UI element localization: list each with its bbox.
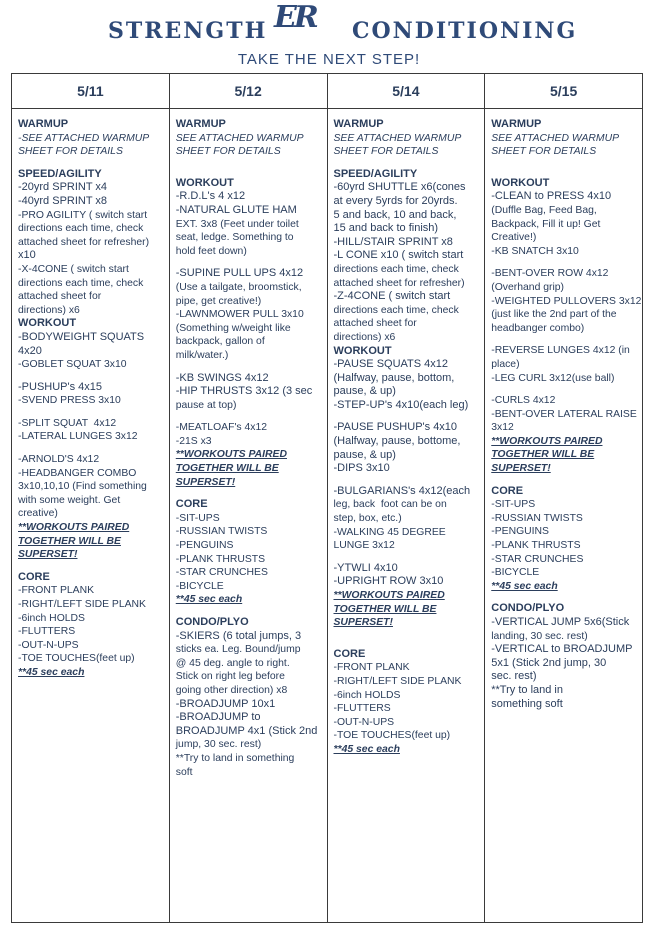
exercise-line: SHEET FOR DETAILS	[175, 146, 281, 158]
exercise-line: -HEADBANGER COMBO	[18, 467, 137, 479]
note-text: TOGETHER WILL BE	[18, 535, 121, 547]
exercise-line: -CLEAN to PRESS 4x10	[491, 190, 612, 203]
exercise-line: SHEET FOR DETAILS	[18, 146, 123, 158]
day-column	[485, 74, 642, 922]
exercise-line: (Halfway, pause, bottom,	[333, 371, 455, 384]
exercise-line: -LAWNMOWER PULL 3x10	[175, 309, 304, 321]
exercise-line: -PUSHUP's 4x15	[18, 380, 103, 393]
title-conditioning: CONDITIONING	[352, 18, 578, 44]
spacer	[491, 476, 642, 485]
exercise-line: 3x10,10,10 (Find something	[18, 481, 147, 493]
exercise-line: 3x12	[491, 422, 514, 434]
exercise-line: -MEATLOAF's 4x12	[175, 422, 268, 434]
day-body	[12, 109, 169, 680]
exercise-line: soft	[175, 766, 193, 778]
exercise-line: -PRO AGILITY ( switch start	[18, 209, 148, 221]
logo-lettering: ER	[274, 0, 316, 35]
exercise-line: pause at top)	[175, 399, 237, 411]
section-heading: CORE	[491, 484, 524, 497]
exercise-line: attached sheet for	[333, 318, 417, 330]
exercise-line: -BENT-OVER ROW 4x12	[491, 268, 609, 280]
exercise-line: **Try to land in	[491, 683, 563, 696]
note-text: **45 sec each	[333, 743, 400, 755]
day-date: 5/12	[170, 74, 327, 109]
exercise-line: **Try to land in something	[175, 752, 295, 764]
exercise-line: SEE ATTACHED WARMUP	[333, 132, 462, 144]
exercise-line: -6inch HOLDS	[18, 612, 85, 624]
exercise-line: -BULGARIANS's 4x12(each	[333, 484, 471, 497]
exercise-line: LUNGE 3x12	[333, 540, 395, 552]
exercise-line: -BENT-OVER LATERAL RAISE	[491, 408, 637, 420]
exercise-line: x10	[18, 249, 36, 262]
exercise-line: -STEP-UP's 4x10(each leg)	[333, 398, 469, 411]
spacer	[334, 159, 485, 168]
spacer	[334, 553, 485, 562]
note-text: **WORKOUTS PAIRED	[491, 435, 603, 447]
exercise-line: pipe, get creative!)	[175, 295, 262, 307]
spacer	[176, 159, 327, 168]
exercise-line: sec. rest)	[491, 670, 537, 683]
exercise-line: -PENGUINS	[175, 540, 234, 552]
exercise-line: Creative!)	[491, 232, 537, 244]
exercise-line: (Overhand grip)	[491, 281, 565, 293]
exercise-line: 15 and back to finish)	[333, 222, 439, 235]
exercise-line: SEE ATTACHED WARMUP	[491, 132, 620, 144]
spacer	[176, 363, 327, 372]
exercise-line: -STAR CRUNCHES	[491, 553, 584, 565]
exercise-line: -SEE ATTACHED WARMUP	[18, 132, 150, 144]
section-heading: SPEED/AGILITY	[333, 167, 418, 180]
spacer	[491, 385, 642, 394]
exercise-line: -VERTICAL to BROADJUMP	[491, 643, 633, 656]
exercise-line: -60yrd SHUTTLE x6(cones	[333, 181, 466, 194]
spacer	[176, 607, 327, 616]
day-body	[170, 109, 327, 779]
exercise-line: -WALKING 45 DEGREE	[333, 526, 446, 538]
spacer	[491, 168, 642, 177]
exercise-line: (Halfway, pause, bottome,	[333, 435, 461, 448]
exercise-line: backpack, gallon of	[175, 336, 265, 348]
exercise-line: -CURLS 4x12	[491, 395, 556, 407]
exercise-line: 5x1 (Stick 2nd jump, 30	[491, 656, 607, 669]
exercise-line: -VERTICAL JUMP 5x6(Stick	[491, 616, 630, 628]
spacer	[491, 159, 642, 168]
day-column	[12, 74, 170, 922]
exercise-line: place)	[491, 358, 520, 370]
exercise-line: -GOBLET SQUAT 3x10	[18, 359, 127, 371]
exercise-line: directions) x6	[333, 331, 396, 343]
section-heading: CORE	[175, 498, 208, 511]
exercise-line: 5 and back, 10 and back,	[333, 208, 457, 221]
note-text: **45 sec each	[175, 594, 243, 606]
exercise-line: -20yrd SPRINT x4	[18, 181, 108, 194]
section-heading: WARMUP	[18, 118, 69, 130]
exercise-line: -DIPS 3x10	[333, 462, 390, 475]
exercise-line: -40yrd SPRINT x8	[18, 194, 108, 207]
exercise-line: -RIGHT/LEFT SIDE PLANK	[333, 675, 462, 687]
exercise-line: attached sheet for	[18, 291, 102, 303]
exercise-line: -YTWLI 4x10	[333, 561, 398, 574]
exercise-line: -6inch HOLDS	[333, 689, 401, 701]
spacer	[334, 639, 485, 648]
exercise-line: directions each time, check	[333, 304, 459, 316]
note-text: SUPERSET!	[18, 549, 78, 561]
exercise-line: SHEET FOR DETAILS	[491, 146, 597, 158]
exercise-line: (just like the 2nd part of the	[491, 309, 617, 321]
exercise-line: -NATURAL GLUTE HAM	[175, 203, 297, 216]
exercise-line: -KB SWINGS 4x12	[175, 371, 269, 384]
exercise-line: Backpack, Fill it up! Get	[491, 218, 601, 230]
note-text: **45 sec each	[491, 580, 558, 592]
day-date: 5/11	[12, 74, 169, 109]
exercise-line: going other direction) x8	[175, 684, 288, 696]
exercise-line: -FLUTTERS	[333, 703, 391, 715]
exercise-line: directions each time, check	[18, 223, 144, 235]
section-heading: WARMUP	[491, 118, 542, 130]
exercise-line: 4x20	[18, 344, 42, 357]
note-text: **WORKOUTS PAIRED	[18, 522, 130, 534]
spacer	[176, 168, 327, 177]
exercise-line: -KB SNATCH 3x10	[491, 245, 579, 257]
exercise-line: pause, & up)	[333, 385, 396, 398]
exercise-line: -PENGUINS	[491, 526, 549, 538]
exercise-line: SHEET FOR DETAILS	[333, 146, 439, 158]
exercise-line: directions each time, check	[333, 263, 459, 275]
day-body	[485, 109, 642, 711]
day-column	[328, 74, 486, 922]
section-heading: WORKOUT	[18, 317, 77, 330]
note-text: **WORKOUTS PAIRED	[333, 590, 445, 601]
exercise-line: (Something w/weight like	[175, 322, 291, 334]
exercise-line: (Use a tailgate, broomstick,	[175, 281, 302, 293]
exercise-line: attached sheet for refresher)	[333, 277, 465, 289]
exercise-line: -TOE TOUCHES(feet up)	[333, 730, 451, 742]
exercise-line: @ 45 deg. angle to right.	[175, 657, 290, 669]
exercise-line: -L CONE x10 ( switch start	[333, 249, 464, 262]
spacer	[18, 444, 169, 453]
section-heading: WARMUP	[175, 118, 226, 130]
exercise-line: sticks ea. Leg. Bound/jump	[175, 644, 301, 656]
spacer	[176, 412, 327, 421]
exercise-line: -BROADJUMP to	[175, 711, 261, 724]
exercise-line: (Duffle Bag, Feed Bag,	[491, 204, 597, 216]
note-text: TOGETHER WILL BE	[333, 603, 437, 615]
day-body	[328, 109, 485, 757]
exercise-line: -FRONT PLANK	[18, 585, 95, 597]
exercise-line: pause, & up)	[333, 448, 396, 461]
section-heading: SPEED/AGILITY	[18, 167, 102, 180]
exercise-line: directions) x6	[18, 304, 80, 316]
exercise-line: -RUSSIAN TWISTS	[175, 526, 268, 538]
schedule-table	[11, 73, 643, 923]
spacer	[491, 335, 642, 344]
exercise-line: -BODYWEIGHT SQUATS	[18, 330, 145, 343]
exercise-line: attached sheet for refresher)	[18, 236, 150, 248]
exercise-line: -OUT-N-UPS	[18, 639, 79, 651]
exercise-line: -HIP THRUSTS 3x12 (3 sec	[175, 385, 313, 398]
page-header	[0, 0, 658, 72]
exercise-line: -STAR CRUNCHES	[175, 567, 268, 579]
section-heading: WORKOUT	[333, 344, 392, 357]
exercise-line: milk/water.)	[175, 349, 229, 361]
spacer	[334, 412, 485, 421]
day-date: 5/14	[328, 74, 485, 109]
exercise-line: seat, ledge. Something to	[175, 232, 294, 244]
section-heading: CONDO/PLYO	[175, 616, 249, 628]
exercise-line: BROADJUMP 4x1 (Stick 2nd	[175, 724, 318, 737]
exercise-line: -TOE TOUCHES(feet up)	[18, 653, 135, 665]
exercise-line: -X-4CONE ( switch start	[18, 263, 129, 275]
exercise-line: landing, 30 sec. rest)	[491, 630, 588, 642]
exercise-line: -PLANK THRUSTS	[491, 540, 581, 552]
spacer	[18, 159, 169, 168]
note-text: **45 sec each	[18, 666, 85, 678]
exercise-line: -RIGHT/LEFT SIDE PLANK	[18, 599, 146, 610]
spacer	[18, 562, 169, 571]
note-text: SUPERSET!	[333, 617, 393, 629]
exercise-line: EXT. 3x8 (Feet under toilet	[175, 218, 299, 230]
exercise-line: -SKIERS (6 total jumps, 3	[175, 629, 302, 642]
exercise-line: -PAUSE PUSHUP's 4x10	[333, 421, 458, 434]
spacer	[176, 489, 327, 498]
day-date: 5/15	[485, 74, 642, 109]
exercise-line: -WEIGHTED PULLOVERS 3x12	[491, 295, 642, 307]
exercise-line: -HILL/STAIR SPRINT x8	[333, 235, 453, 248]
exercise-line: -REVERSE LUNGES 4x12 (in	[491, 345, 630, 357]
section-heading: CORE	[18, 570, 50, 583]
exercise-line: directions each time, check	[18, 277, 144, 289]
exercise-line: -LATERAL LUNGES 3x12	[18, 431, 138, 443]
exercise-line: leg, back foot can be on	[333, 499, 447, 511]
section-heading: WORKOUT	[175, 176, 234, 189]
exercise-line: -BROADJUMP 10x1	[175, 697, 276, 710]
exercise-line: -SIT-UPS	[175, 512, 220, 524]
section-heading: WORKOUT	[491, 176, 550, 189]
exercise-line: Stick on right leg before	[175, 671, 285, 683]
section-heading: WARMUP	[333, 118, 384, 130]
exercise-line: -SVEND PRESS 3x10	[18, 395, 121, 407]
exercise-line: -PLANK THRUSTS	[175, 553, 266, 565]
exercise-line: -Z-4CONE ( switch start	[333, 290, 451, 303]
note-text: TOGETHER WILL BE	[175, 463, 279, 475]
title-strength: STRENGTH	[108, 18, 268, 44]
exercise-line: -R.D.L's 4 x12	[175, 190, 246, 203]
er-logo-icon	[268, 0, 330, 42]
spacer	[18, 372, 169, 381]
exercise-line: -21S x3	[175, 435, 212, 447]
spacer	[491, 593, 642, 602]
exercise-line: -ARNOLD'S 4x12	[18, 454, 100, 466]
exercise-line: -SPLIT SQUAT 4x12	[18, 417, 117, 429]
exercise-line: headbanger combo)	[491, 322, 585, 334]
note-text: **WORKOUTS PAIRED	[175, 449, 287, 461]
section-heading: CORE	[333, 647, 366, 660]
exercise-line: -UPRIGHT ROW 3x10	[333, 575, 444, 588]
tagline: TAKE THE NEXT STEP!	[237, 51, 421, 68]
exercise-line: something soft	[491, 697, 563, 710]
exercise-line: -LEG CURL 3x12(use ball)	[491, 372, 615, 384]
exercise-line: -FRONT PLANK	[333, 662, 410, 674]
spacer	[334, 476, 485, 485]
exercise-line: creative)	[18, 508, 58, 520]
exercise-line: -SUPINE PULL UPS 4x12	[175, 267, 304, 280]
exercise-line: -BICYCLE	[175, 580, 224, 592]
exercise-line: -BICYCLE	[491, 567, 540, 579]
exercise-line: -PAUSE SQUATS 4x12	[333, 358, 449, 371]
spacer	[176, 258, 327, 267]
spacer	[334, 630, 485, 639]
exercise-line: at every 5yrds for 20yrds.	[333, 194, 458, 207]
section-heading: CONDO/PLYO	[491, 602, 565, 615]
note-text: SUPERSET!	[175, 476, 236, 488]
day-column	[170, 74, 328, 922]
note-text: TOGETHER WILL BE	[491, 449, 595, 461]
exercise-line: -RUSSIAN TWISTS	[491, 512, 583, 524]
exercise-line: step, box, etc.)	[333, 513, 402, 525]
exercise-line: SEE ATTACHED WARMUP	[175, 132, 304, 144]
spacer	[491, 258, 642, 267]
spacer	[18, 408, 169, 417]
exercise-line: hold feet down)	[175, 245, 247, 257]
exercise-line: -FLUTTERS	[18, 626, 76, 638]
note-text: SUPERSET!	[491, 463, 551, 475]
exercise-line: -OUT-N-UPS	[333, 716, 395, 728]
exercise-line: -SIT-UPS	[491, 499, 536, 511]
exercise-line: jump, 30 sec. rest)	[175, 739, 262, 751]
exercise-line: with some weight. Get	[18, 494, 121, 506]
